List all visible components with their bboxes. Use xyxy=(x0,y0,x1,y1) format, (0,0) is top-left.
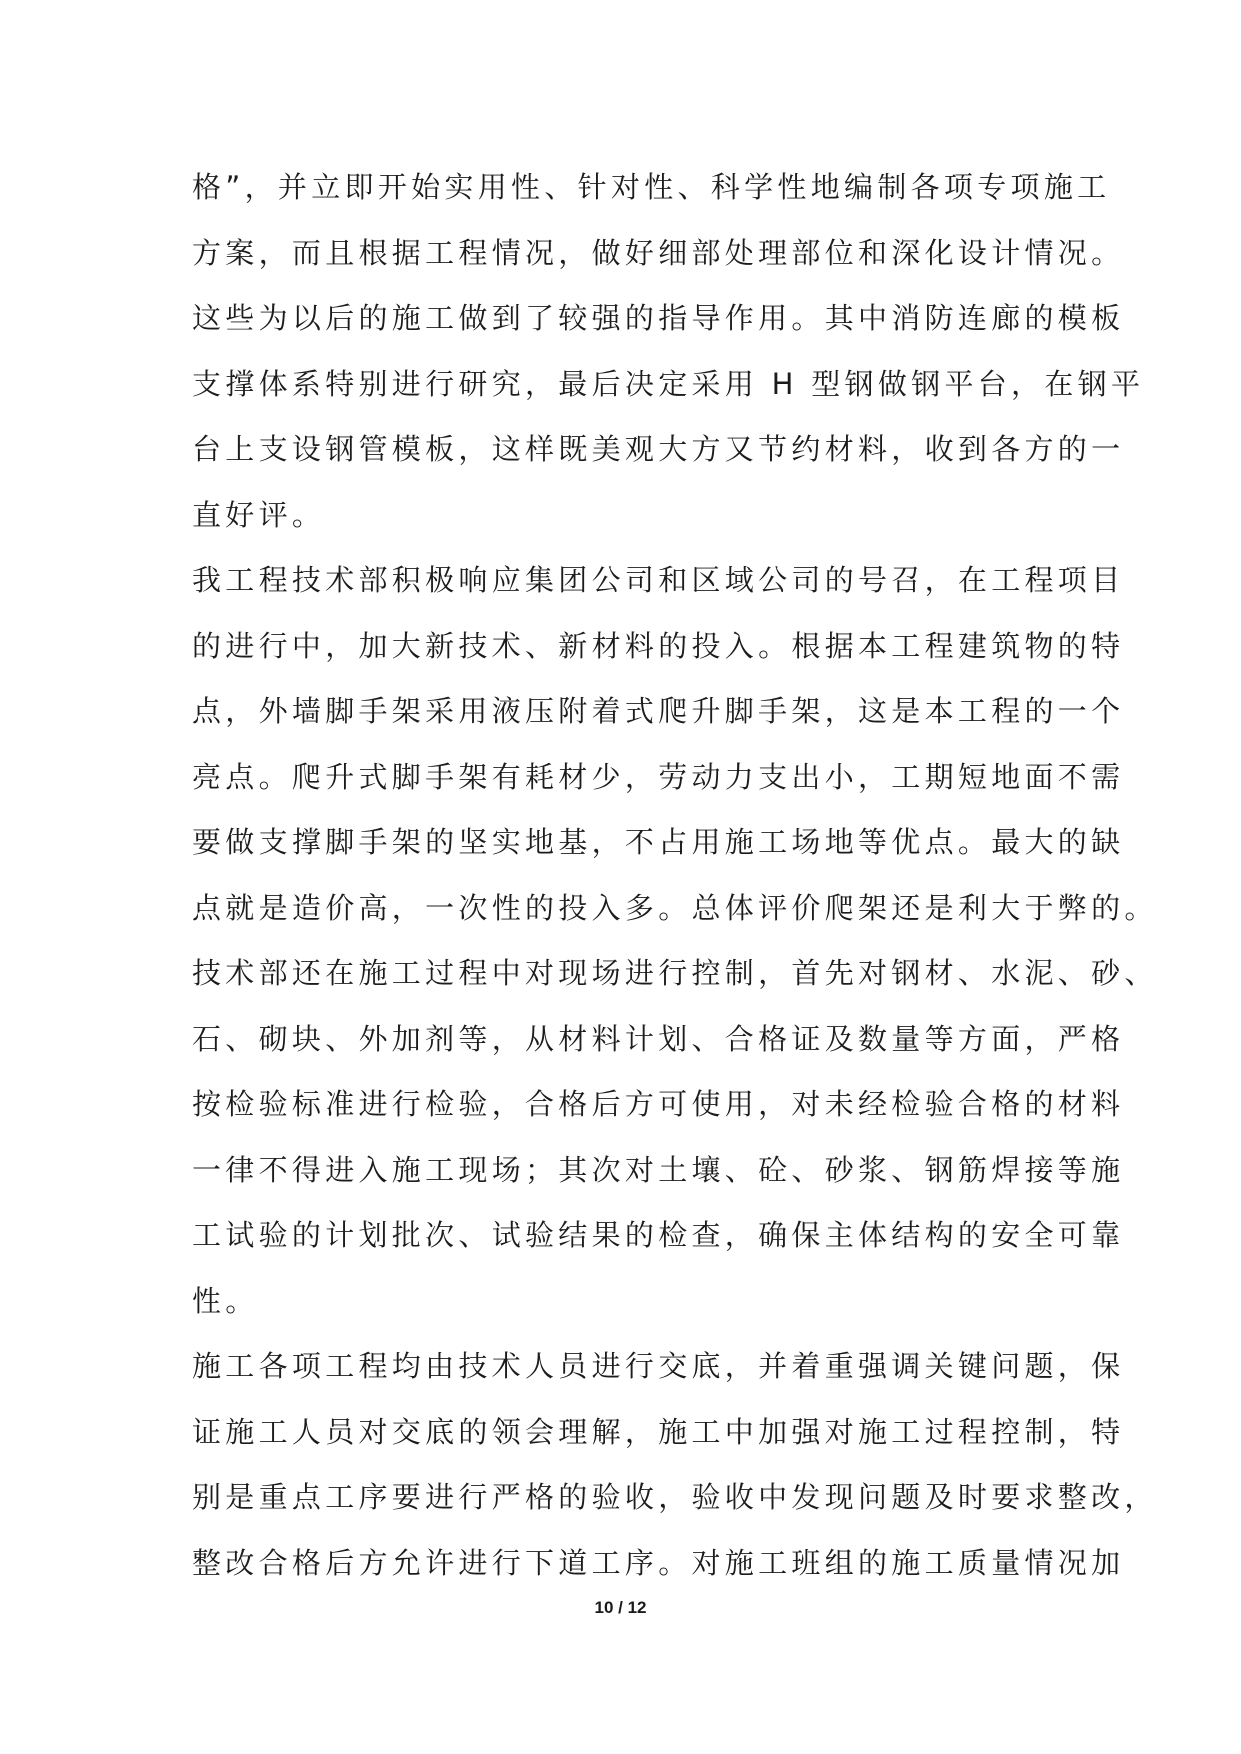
text-line: 整改合格后方允许进行下道工序。对施工班组的施工质量情况加 xyxy=(192,1545,1125,1580)
text-line: 一律不得进入施工现场；其次对土壤、砼、砂浆、钢筋焊接等施 xyxy=(192,1152,1125,1187)
text-line: 工试验的计划批次、试验结果的检查，确保主体结构的安全可靠 xyxy=(192,1218,1125,1252)
text-line: 直好评。 xyxy=(192,497,326,532)
body-text xyxy=(192,155,1158,1596)
text-line: 施工各项工程均由技术人员进行交底，并着重强调关键问题，保 xyxy=(192,1349,1125,1383)
text-line: 方案，而且根据工程情况，做好细部处理部位和深化设计情况。 xyxy=(192,235,1125,270)
text-line: 台上支设钢管模板，这样既美观大方又节约材料，收到各方的一 xyxy=(192,432,1125,466)
text-line: 点，外墙脚手架采用液压附着式爬升脚手架，这是本工程的一个 xyxy=(192,694,1125,728)
text-line: 支撑体系特别进行研究，最后决定采用 H 型钢做钢平台，在钢平 xyxy=(192,366,1145,401)
text-line: 性。 xyxy=(192,1283,259,1318)
text-line: 别是重点工序要进行严格的验收，验收中发现问题及时要求整改， xyxy=(192,1480,1158,1514)
text-line: 按检验标准进行检验，合格后方可使用，对未经检验合格的材料 xyxy=(192,1087,1125,1121)
text-line: 技术部还在施工过程中对现场进行控制，首先对钢材、水泥、砂、 xyxy=(192,956,1158,990)
page-number: 10 / 12 xyxy=(594,1598,647,1617)
text-line: 亮点。爬升式脚手架有耗材少，劳动力支出小，工期短地面不需 xyxy=(192,759,1125,794)
text-line: 我工程技术部积极响应集团公司和区域公司的号召，在工程项目 xyxy=(192,563,1125,597)
text-line: 的进行中，加大新技术、新材料的投入。根据本工程建筑物的特 xyxy=(192,628,1125,663)
text-line: 这些为以后的施工做到了较强的指导作用。其中消防连廊的模板 xyxy=(192,301,1125,335)
text-line: 石、砌块、外加剂等，从材料计划、合格证及数量等方面，严格 xyxy=(192,1021,1125,1056)
text-line: 点就是造价高，一次性的投入多。总体评价爬架还是利大于弊的。 xyxy=(192,890,1158,925)
text-line: 格”，并立即开始实用性、针对性、科学性地编制各项专项施工 xyxy=(192,170,1111,204)
text-line: 要做支撑脚手架的坚实地基，不占用施工场地等优点。最大的缺 xyxy=(192,825,1125,859)
text-line: 证施工人员对交底的领会理解，施工中加强对施工过程控制，特 xyxy=(192,1414,1125,1449)
